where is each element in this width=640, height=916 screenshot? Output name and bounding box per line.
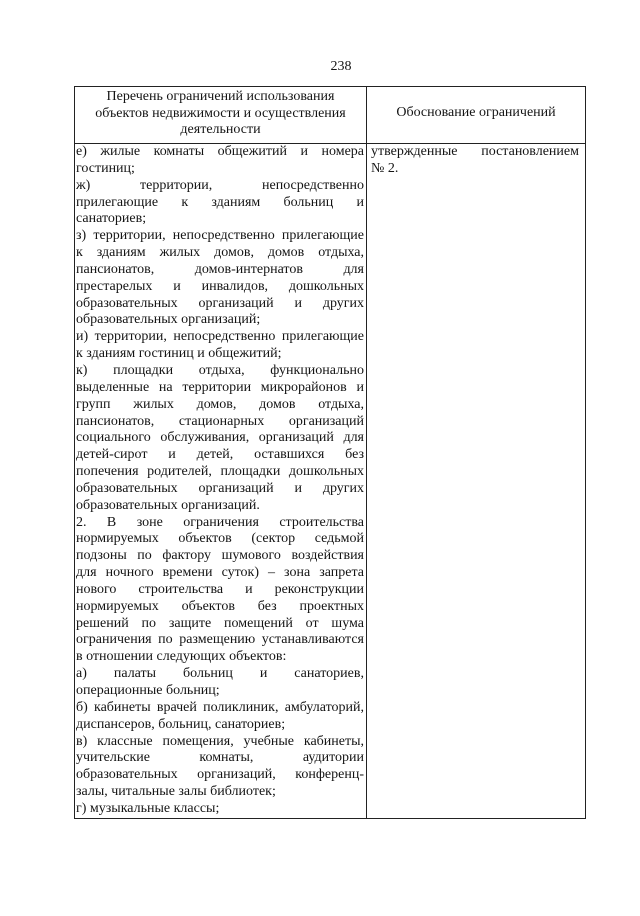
text-line: попечения родителей, площадки дошкольных: [76, 464, 364, 480]
text-line: залы, читальные залы библиотек;: [76, 784, 276, 800]
page-number: 238: [330, 59, 352, 74]
justification-text: [371, 144, 579, 178]
restriction-item-zh: [76, 178, 364, 229]
text-line: детей-сирот и детей, оставшихся без: [76, 447, 364, 463]
restriction-clause-2: [76, 515, 364, 667]
text-line: утвержденные постановлением: [371, 144, 579, 159]
text-line: б) кабинеты врачей поликлиник, амбулаторий,: [76, 699, 364, 715]
text-line: в отношении следующих объектов:: [76, 649, 287, 665]
text-line: учительские комнаты, аудитории: [76, 750, 364, 766]
text-line: з) территории, непосредственно прилегающие: [76, 228, 364, 244]
table-header-row: [75, 87, 585, 144]
text-line: ограничения по размещению устанавливаются: [76, 632, 364, 648]
text-line: к зданиям жилых домов, домов отдыха,: [76, 245, 364, 261]
header-text-line: деятельности: [180, 122, 261, 137]
text-line: санаториев;: [76, 211, 147, 227]
table-body-row: [75, 144, 585, 818]
text-line: е) жилые комнаты общежитий и номера: [76, 144, 364, 159]
text-line: социального обслуживания, организаций для: [76, 430, 364, 446]
text-line: пансионатов, стационарных организаций: [76, 413, 364, 429]
restrictions-table: [74, 86, 586, 819]
header-text-line: Перечень ограничений использования: [106, 89, 335, 104]
header-justification: [367, 87, 585, 143]
restriction-item-z: [76, 228, 364, 329]
text-line: в) классные помещения, учебные кабинеты,: [76, 733, 364, 749]
text-line: к зданиям гостиниц и общежитий;: [76, 346, 282, 362]
restriction-item-k: [76, 363, 364, 515]
text-line: ж) территории, непосредственно: [76, 177, 364, 193]
text-line: престарелых и инвалидов, дошкольных: [76, 278, 364, 294]
restriction-item-g: [76, 801, 364, 818]
text-line: и) территории, непосредственно прилегающие: [76, 329, 364, 345]
text-line: образовательных организаций;: [76, 312, 261, 328]
header-justification-text: Обоснование ограничений: [396, 105, 556, 120]
text-line: нормируемых объектов (сектор седьмой: [76, 531, 364, 547]
restriction-item-v: [76, 734, 364, 801]
text-line: г) музыкальные классы;: [76, 800, 220, 816]
text-line: нормируемых объектов без проектных: [76, 598, 364, 614]
text-line: нового строительства и реконструкции: [76, 581, 364, 597]
text-line: 2. В зоне ограничения строительства: [76, 514, 364, 530]
restrictions-list-cell: [75, 144, 367, 818]
restriction-item-b: [76, 700, 364, 734]
text-line: образовательных организаций и других: [76, 295, 364, 311]
text-line: № 2.: [371, 160, 399, 176]
text-line: для ночного времени суток) – зона запрета: [76, 565, 364, 581]
header-text-line: объектов недвижимости и осуществления: [95, 105, 346, 121]
text-line: решений по защите помещений от шума: [76, 615, 364, 631]
text-line: групп жилых домов, домов отдыха,: [76, 396, 364, 412]
text-line: а) палаты больниц и санаториев,: [76, 666, 364, 682]
text-line: образовательных организаций.: [76, 497, 260, 513]
text-line: операционные больниц;: [76, 683, 220, 698]
text-line: диспансеров, больниц, санаториев;: [76, 716, 286, 732]
restriction-item-e: [76, 144, 364, 178]
restriction-item-a: [76, 666, 364, 700]
text-line: гостиниц;: [76, 160, 135, 176]
text-line: прилегающие к зданиям больниц и: [76, 194, 364, 210]
text-line: образовательных организаций и других: [76, 480, 364, 496]
restriction-item-i: [76, 329, 364, 363]
justification-cell: [367, 144, 585, 818]
text-line: к) площадки отдыха, функционально: [76, 362, 364, 378]
text-line: подзоны по фактору шумового воздействия: [76, 548, 364, 564]
header-restrictions-list: [75, 87, 367, 143]
text-line: выделенные на территории микрорайонов и: [76, 379, 364, 395]
text-line: образовательных организаций, конференц-: [76, 767, 364, 783]
text-line: пансионатов, домов-интернатов для: [76, 261, 364, 277]
